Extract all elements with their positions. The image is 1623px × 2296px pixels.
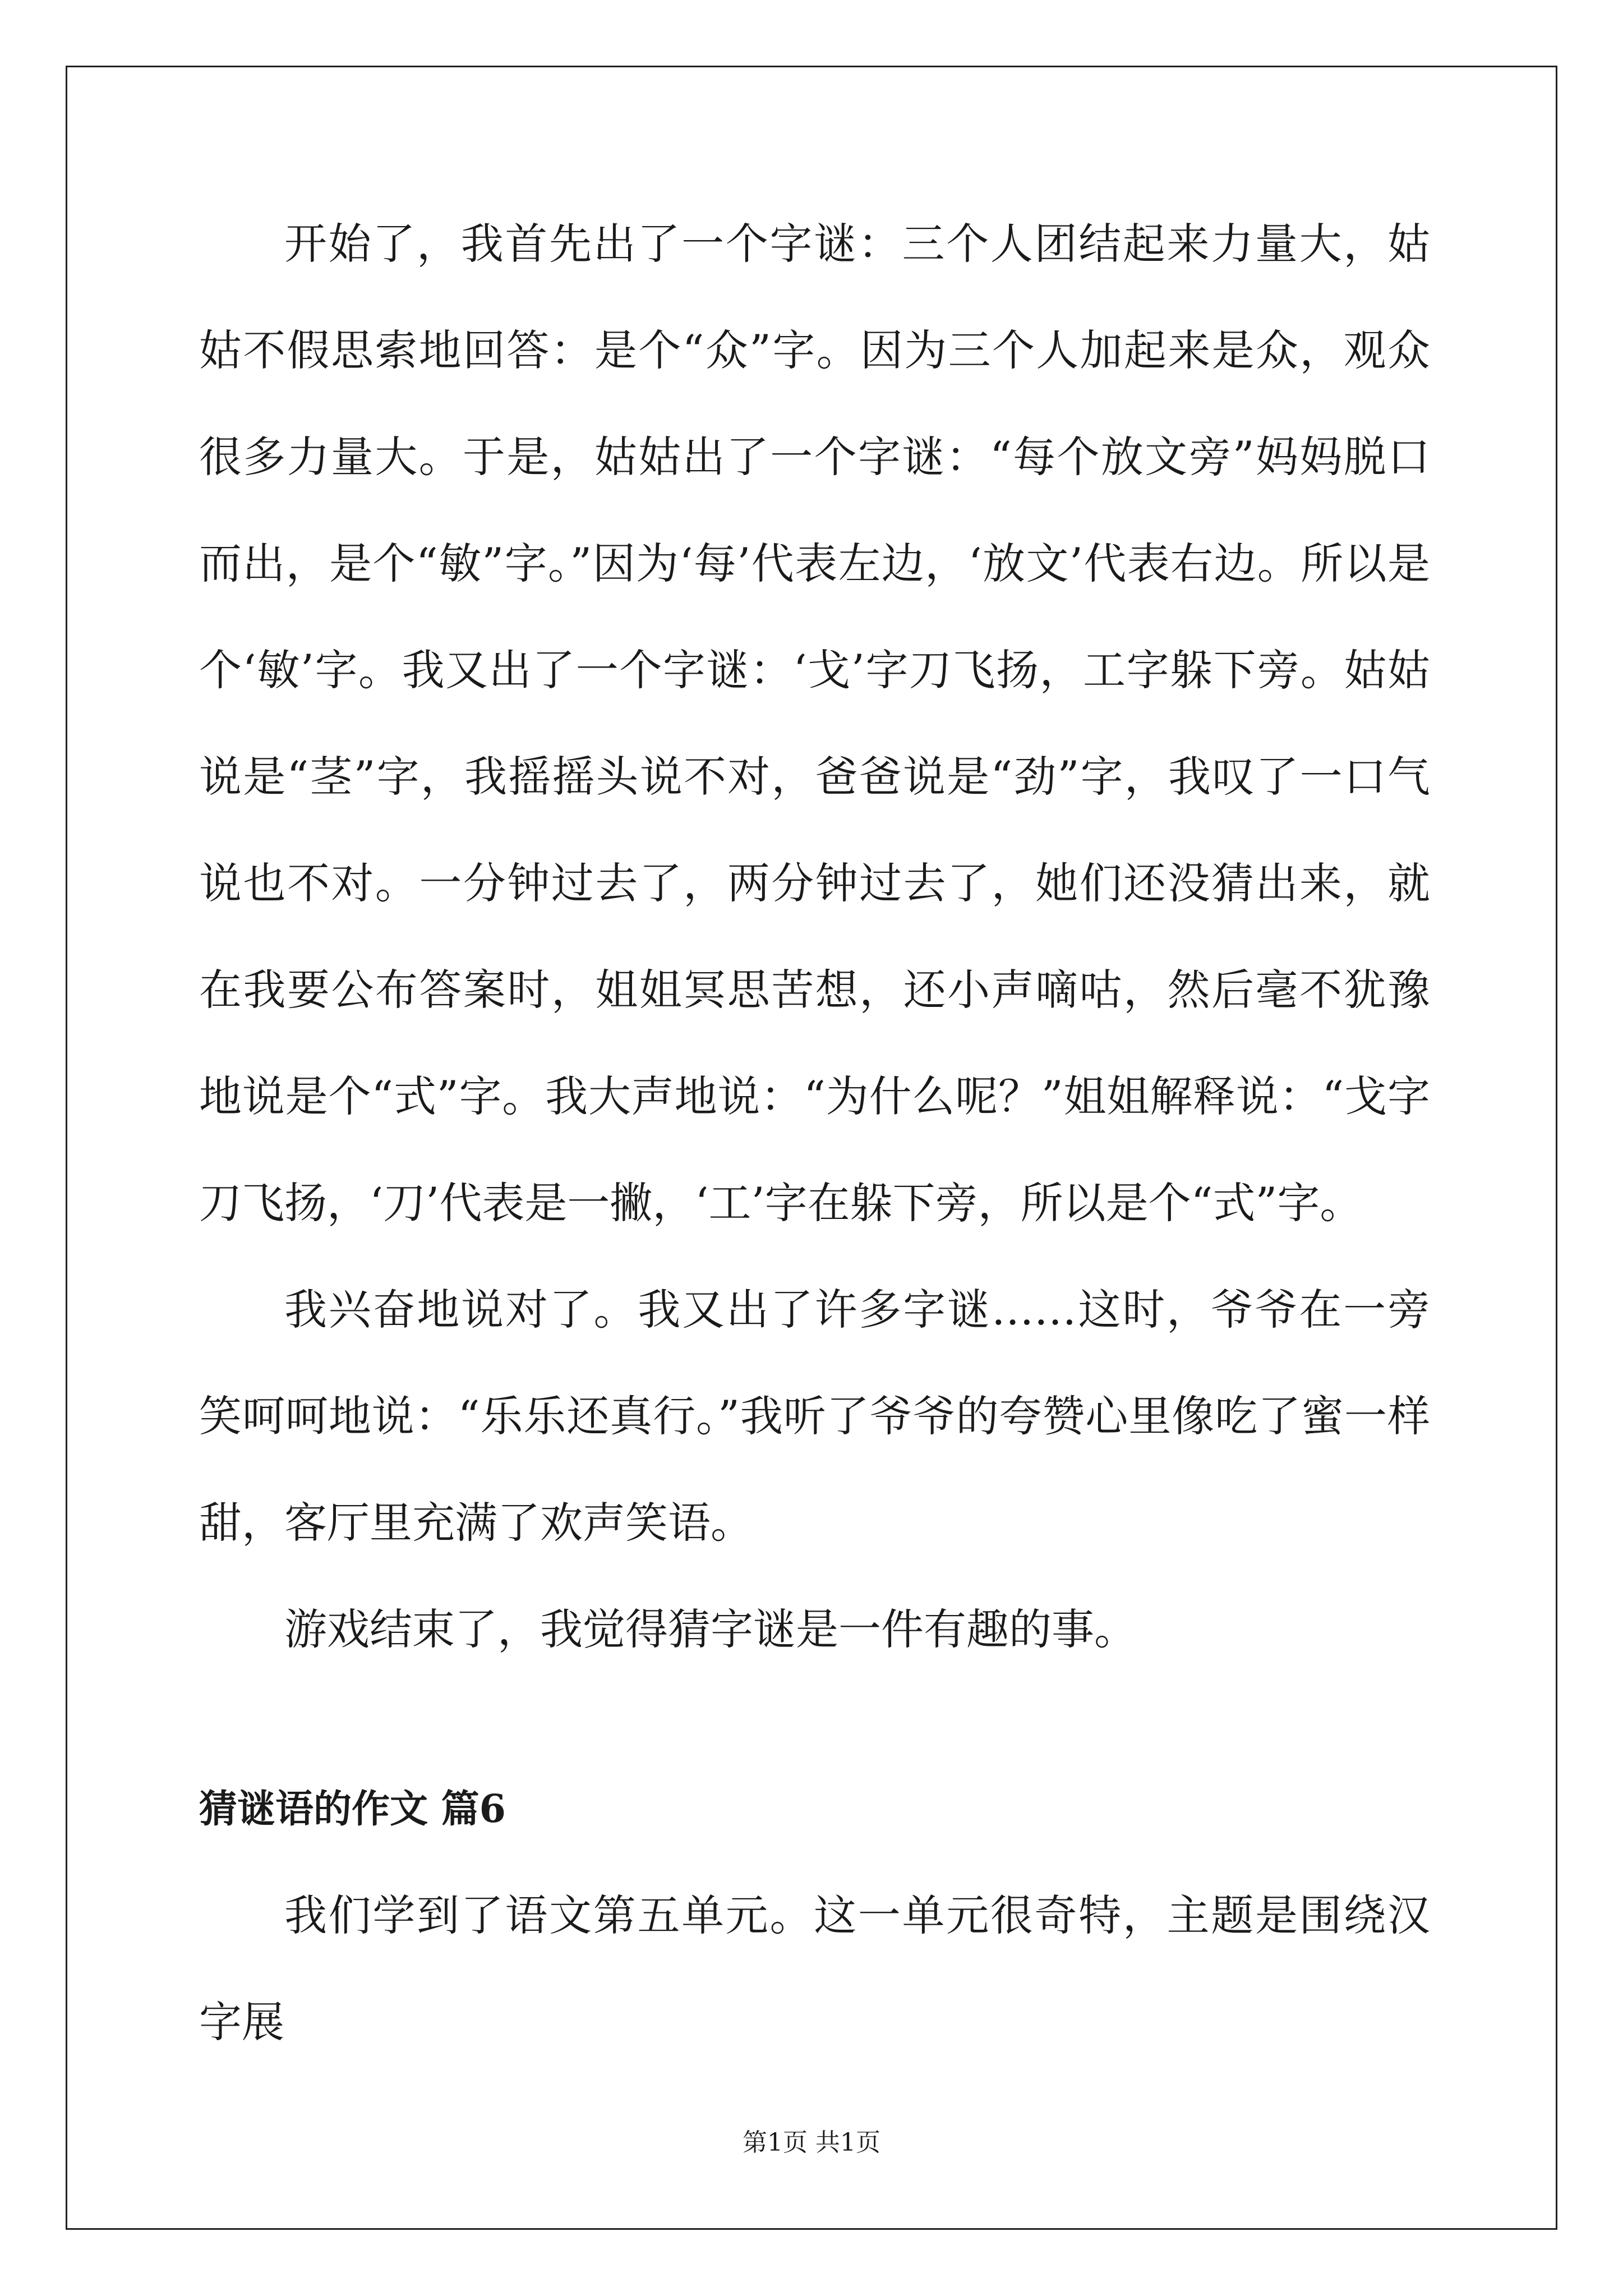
page-footer: 第1页 共1页 xyxy=(743,2128,880,2157)
paragraph-game-end: 游戏结束了，我觉得猜字谜是一件有趣的事。 xyxy=(284,1604,1137,1654)
section-heading: 猜谜语的作文 篇6 xyxy=(199,1787,506,1832)
paragraph-grandpa-praise: 我兴奋地说对了。我又出了许多字谜……这时，爷爷在一旁笑呵呵地说：“乐乐还真行。”我听了爷爷的夸赞心里像吃了蜜一样甜，客厅里充满了欢声笑语。 xyxy=(199,1285,1430,1548)
paragraph-riddle-game: 开始了，我首先出了一个字谜：三个人团结起来力量大，姑姑不假思索地回答：是个“众”字。因为三个人加起来是众，观众很多力量大。于是，姑姑出了一个字谜：“每个放文旁”妈妈脱口而出，是个“敏”字。”因为‘每’代表左边，‘放文’代表右边。所以是个‘敏’字。我又出了一个字谜：‘戈’字刀飞扬，工字躲下旁。姑姑说是“茎”字，我摇摇头说不对，爸爸说是“劲”字，我叹了一口气说也不对。一分钟过去了，两分钟过去了，她们还没猜出来，就在我要公布答案时，姐姐冥思苦想，还小声嘀咕，然后毫不犹豫地说是个“式”字。我大声地说：“为什么呢？”姐姐解释说：“戈字刀飞扬，‘刀’代表是一撇，‘工’字在躲下旁，所以是个“式”字。 xyxy=(199,219,1430,1228)
paragraph-unit-five: 我们学到了语文第五单元。这一单元很奇特，主题是围绕汉字展 xyxy=(199,1890,1430,2047)
document-body xyxy=(199,191,1430,2076)
